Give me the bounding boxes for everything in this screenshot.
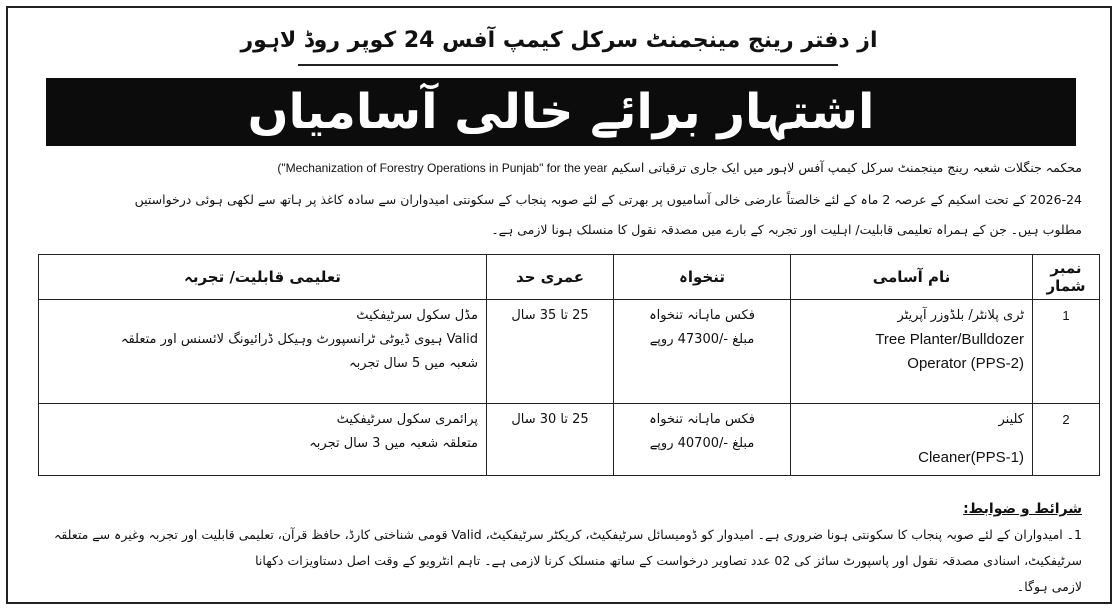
qualification-line: پرائمری سکول سرٹیفکیٹ — [336, 412, 478, 427]
post-english-2: Operator (PPS-2) — [907, 355, 1024, 372]
row-qualification — [39, 404, 487, 476]
office-underline — [298, 64, 838, 66]
intro-line-3 — [36, 216, 1082, 244]
advertisement-title: اشتہار برائے خالی آسامیاں — [46, 78, 1076, 146]
post-urdu: ٹری پلانٹر/ بلڈوزر آپریٹر — [897, 308, 1024, 323]
row-post — [791, 404, 1033, 476]
conditions-line: 1۔ امیدواران کے لئے صوبہ پنجاب کا سکونتی ہونا ضروری ہے۔ امیدوار کو ڈومیسائل سرٹیفکیٹ، کریکٹر سرٹیفکیٹ، Valid قومی شناختی کارڈ، حافظ قرآن، تعلیمی قابلیت اور تجربہ وغیرہ سے متعلقہ — [54, 527, 1082, 542]
pay-amount: مبلغ -/47300 روپے — [649, 332, 755, 347]
conditions-line: سرٹیفکیٹ، اسنادی مصدقہ نقول اور پاسپورٹ سائز کی 02 عدد تصاویر درخواست کے ساتھ منسلک کرنا لازمی ہے۔ تاہم انٹرویو کے وقت اصل دستاویزات دکھانا — [255, 553, 1082, 568]
vacancy-table — [38, 254, 1100, 476]
table-row — [39, 300, 1100, 404]
row-serial: 2 — [1033, 404, 1100, 476]
header-age: عمری حد — [487, 255, 614, 300]
row-serial: 1 — [1033, 300, 1100, 404]
pay-label: فکس ماہانہ تنخواہ — [649, 412, 755, 427]
row-age: 25 تا 30 سال — [487, 404, 614, 476]
post-urdu: کلینر — [998, 412, 1024, 427]
intro-urdu-text: محکمہ جنگلات شعبہ رینج مینجمنٹ سرکل کیمپ آفس لاہور میں ایک جاری ترقیاتی اسکیم — [611, 160, 1082, 175]
header-pay: تنخواہ — [614, 255, 791, 300]
intro-line-3-text: مطلوب ہیں۔ جن کے ہمراہ تعلیمی قابلیت/ اہلیت اور تجربہ کے بارے میں مصدقہ نقول کا منسلک ہونا لازمی ہے۔ — [491, 222, 1082, 237]
advertisement-frame — [6, 6, 1112, 604]
header-serial: نمبر شمار — [1033, 255, 1100, 300]
qualification-line: Valid ہیوی ڈیوٹی ٹرانسپورٹ وہیکل ڈرائیونگ لائسنس اور متعلقہ — [120, 332, 478, 347]
intro-line-2 — [36, 186, 1082, 214]
qualification-line: متعلقہ شعبہ میں 3 سال تجربہ — [309, 436, 478, 451]
conditions-title: شرائط و ضوابط: — [963, 501, 1082, 517]
intro-line-1 — [36, 154, 1082, 182]
conditions-section — [36, 496, 1082, 600]
table-row — [39, 404, 1100, 476]
row-pay — [614, 300, 791, 404]
table-header-row — [39, 255, 1100, 300]
conditions-line: لازمی ہوگا۔ — [1016, 579, 1082, 594]
post-english-2: Cleaner(PPS-1) — [918, 449, 1024, 466]
header-qualification: تعلیمی قابلیت/ تجربہ — [39, 255, 487, 300]
qualification-line: مڈل سکول سرٹیفکیٹ — [356, 308, 478, 323]
office-address: از دفتر رینج مینجمنٹ سرکل کیمپ آفس 24 کوپر روڈ لاہور — [240, 28, 878, 53]
post-english-1: Tree Planter/Bulldozer — [875, 331, 1024, 348]
intro-english-text: ("Mechanization of Forestry Operations in Punjab" for the year — [277, 161, 608, 175]
pay-amount: مبلغ -/40700 روپے — [649, 436, 755, 451]
intro-line-2-text: 2026-24 کے تحت اسکیم کے عرصہ 2 ماہ کے لئے خالصتاً عارضی خالی آسامیوں پر بھرتی کے لئے صوبہ پنجاب کے سکونتی امیدواران سے سادہ کاغذ پر ہاتھ سے لکھی ہوئی درخواستیں — [134, 192, 1082, 207]
row-qualification — [39, 300, 487, 404]
row-age: 25 تا 35 سال — [487, 300, 614, 404]
pay-label: فکس ماہانہ تنخواہ — [649, 308, 755, 323]
row-pay — [614, 404, 791, 476]
qualification-line: شعبہ میں 5 سال تجربہ — [348, 356, 478, 371]
row-post — [791, 300, 1033, 404]
header-post: نام آسامی — [791, 255, 1033, 300]
